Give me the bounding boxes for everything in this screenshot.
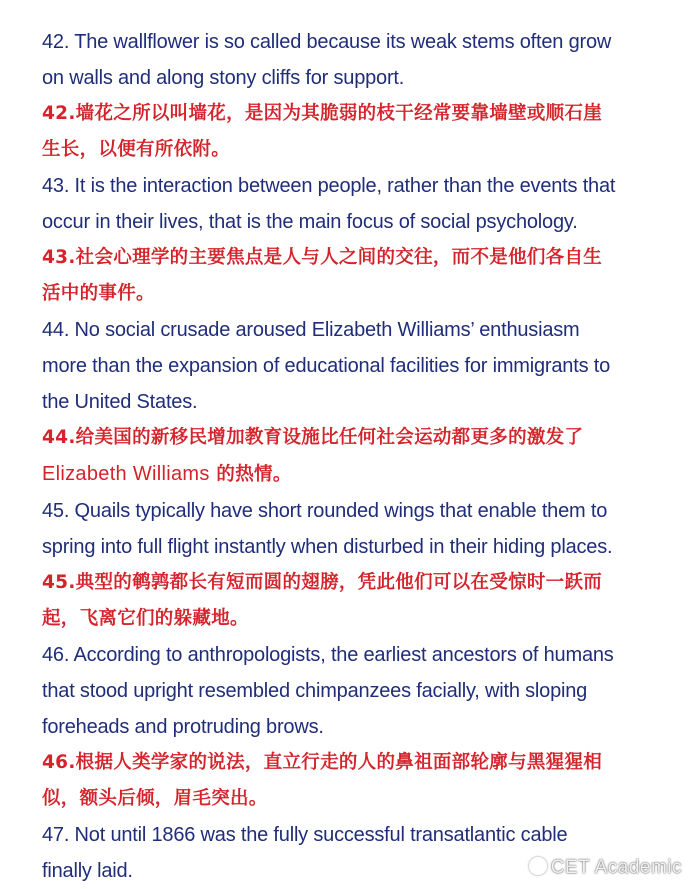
text-line: 起，飞离它们的躲藏地。 — [42, 608, 249, 629]
text-line: 似，额头后倾，眉毛突出。 — [42, 788, 268, 809]
text-line: finally laid. — [42, 860, 133, 882]
sentence-43-english — [42, 168, 658, 240]
text-line: 43.社会心理学的主要焦点是人与人之间的交往，而不是他们各自生 — [42, 247, 603, 268]
sentence-46-chinese — [42, 745, 658, 817]
text-line: 44.给美国的新移民增加教育设施比任何社会运动都更多的激发了 — [42, 427, 584, 448]
text-line: 43. It is the interaction between people, rather than the events that — [42, 175, 616, 197]
text-line: 42. The wallflower is so called because its weak stems often grow — [42, 31, 612, 53]
watermark-logo-icon — [529, 857, 547, 875]
text-line: 45.典型的鹌鹑都长有短而圆的翅膀，凭此他们可以在受惊时一跃而 — [42, 572, 603, 593]
text-span: 的热情。 — [209, 464, 292, 485]
text-line: spring into full flight instantly when disturbed in their hiding places. — [42, 536, 613, 558]
text-line: 46. According to anthropologists, the earliest ancestors of humans — [42, 644, 614, 666]
text-line: 46.根据人类学家的说法，直立行走的人的鼻祖面部轮廓与黑猩猩相 — [42, 752, 603, 773]
text-line: more than the expansion of educational facilities for immigrants to — [42, 355, 611, 377]
text-line: 活中的事件。 — [42, 283, 155, 304]
text-line — [42, 456, 658, 493]
sentence-42-chinese — [42, 96, 658, 168]
text-line: on walls and along stony cliffs for support. — [42, 67, 405, 89]
sentence-44-chinese — [42, 420, 658, 493]
sentence-44-english — [42, 312, 658, 420]
text-line: the United States. — [42, 391, 198, 413]
text-line: 45. Quails typically have short rounded wings that enable them to — [42, 500, 608, 522]
sentence-46-english — [42, 637, 658, 745]
text-line: 47. Not until 1866 was the fully successful transatlantic cable — [42, 824, 568, 846]
watermark — [529, 857, 682, 879]
text-line: 42.墙花之所以叫墙花，是因为其脆弱的枝干经常要靠墙壁或顺石崖 — [42, 103, 603, 124]
text-line: occur in their lives, that is the main focus of social psychology. — [42, 211, 578, 233]
sentence-45-chinese — [42, 565, 658, 637]
text-line: 44. No social crusade aroused Elizabeth Williams’ enthusiasm — [42, 319, 580, 341]
name-text: Elizabeth Williams — [42, 463, 210, 485]
text-line: that stood upright resembled chimpanzees facially, with sloping — [42, 680, 588, 702]
watermark-text: CET Academic — [550, 857, 682, 878]
sentence-42-english — [42, 24, 658, 96]
sentence-45-english — [42, 493, 658, 565]
text-line: foreheads and protruding brows. — [42, 716, 324, 738]
text-line: 生长，以便有所依附。 — [42, 139, 231, 160]
sentence-43-chinese — [42, 240, 658, 312]
